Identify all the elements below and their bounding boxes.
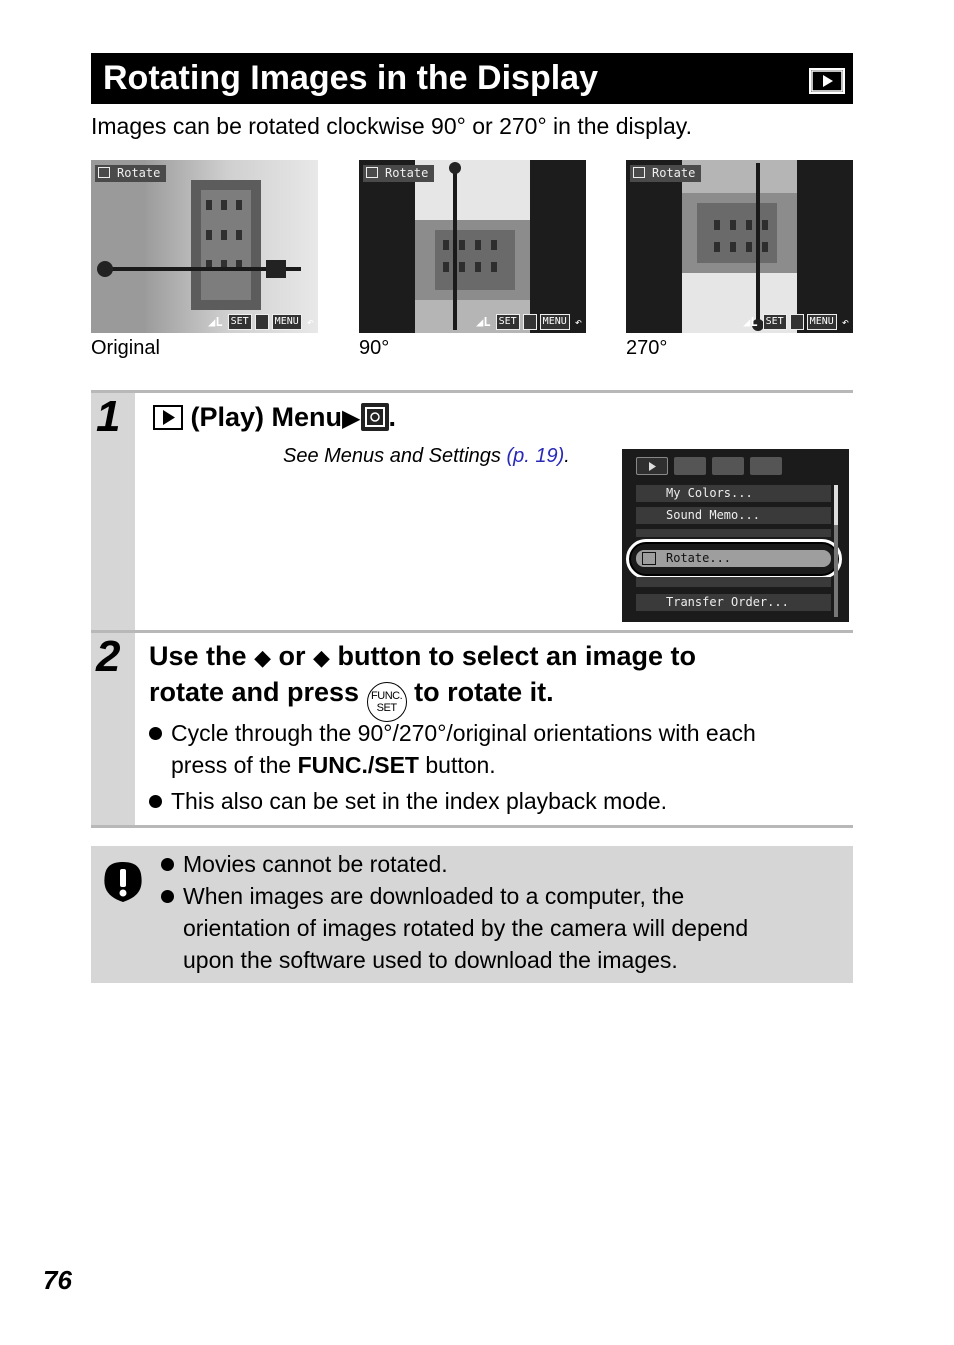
- rotate-icon: [366, 167, 378, 178]
- right-arrow-icon: ◆: [313, 645, 330, 670]
- rotate-icon: [633, 167, 645, 178]
- return-icon: ↶: [306, 315, 314, 329]
- step-2: [91, 630, 853, 828]
- photo-90: [415, 160, 530, 333]
- rotate-icon: [523, 314, 537, 330]
- arrow-right-icon: ▶: [342, 405, 361, 432]
- image-size-icon: ◢L: [476, 315, 491, 329]
- screen-90: [359, 160, 586, 333]
- left-arrow-icon: ◆: [254, 645, 271, 670]
- step-2-bullet: Cycle through the 90°/270°/original orientations with each press of the FUNC./SET button.: [149, 717, 756, 781]
- bullet-dot: [161, 890, 174, 903]
- photo-original: [91, 160, 318, 333]
- screen-270: [626, 160, 853, 333]
- image-size-icon: ◢L: [208, 315, 223, 329]
- rotate-icon: [790, 314, 804, 330]
- set-button-icon: SET: [496, 314, 520, 330]
- menu-tabs: [636, 457, 782, 475]
- menu-item-my-colors: My Colors...: [636, 485, 831, 502]
- step-number: 2: [96, 632, 121, 681]
- func-set-button-icon: FUNC. SET: [367, 682, 407, 722]
- menu-button-icon: MENU: [807, 314, 837, 330]
- bullet-dot: [161, 858, 174, 871]
- lcd-button-bar: [206, 314, 316, 330]
- transfer-order-icon: [642, 596, 656, 609]
- bullet-dot: [149, 795, 162, 808]
- lcd-button-bar: [474, 314, 584, 330]
- my-camera-tab-icon: [750, 457, 782, 475]
- menu-item-partial: [636, 577, 831, 587]
- bullet-dot: [149, 727, 162, 740]
- menu-item-rotate: Rotate...: [636, 550, 831, 567]
- return-icon: ↶: [841, 315, 849, 329]
- rotate-label: Rotate: [363, 165, 434, 182]
- section-title-bar: [91, 53, 853, 104]
- play-menu-screen: [622, 449, 849, 622]
- step-1: [91, 390, 853, 630]
- set-button-icon: SET: [228, 314, 252, 330]
- my-colors-icon: [642, 487, 656, 500]
- microphone-icon: [642, 509, 656, 522]
- menu-button-icon: MENU: [540, 314, 570, 330]
- caution-bullet: Movies cannot be rotated.: [161, 848, 448, 880]
- image-size-icon: ◢L: [743, 315, 758, 329]
- caption-original: Original: [91, 337, 160, 359]
- play-mode-icon: [809, 68, 845, 94]
- setup-tab-icon: [712, 457, 744, 475]
- step-1-heading: (Play) Menu▶ .: [153, 399, 396, 437]
- step-2-heading: Use the ◆ or ◆ button to select an image to rotate and press FUNC. SET to rotate it.: [149, 639, 696, 722]
- caption-90: 90°: [359, 337, 390, 359]
- menu-scrollbar: [834, 485, 838, 617]
- page-title: Rotating Images in the Display: [103, 59, 598, 97]
- caption-270: 270°: [626, 337, 668, 359]
- step-2-bullet: This also can be set in the index playback mode.: [149, 785, 667, 817]
- caution-icon: [101, 860, 145, 904]
- rotate-label: Rotate: [95, 165, 166, 182]
- screen-original: [91, 160, 318, 333]
- play-icon: [153, 405, 183, 430]
- step-number: 1: [96, 392, 121, 441]
- rotate-icon: [255, 314, 269, 330]
- rotate-icon: [361, 403, 389, 431]
- page-number: 76: [43, 1265, 72, 1295]
- intro-text: Images can be rotated clockwise 90° or 270° in the display.: [91, 113, 692, 139]
- return-icon: ↶: [574, 315, 582, 329]
- menu-item-partial: [636, 529, 831, 537]
- menu-item-sound-memo: Sound Memo...: [636, 507, 831, 524]
- caution-bullet: When images are downloaded to a computer, the orientation of images rotated by the camera will depend upon the software used to download the images.: [161, 880, 748, 976]
- print-tab-icon: [674, 457, 706, 475]
- rotate-icon: [98, 167, 110, 178]
- menu-item-transfer-order: Transfer Order...: [636, 594, 831, 611]
- lcd-button-bar: [741, 314, 851, 330]
- page-reference-link[interactable]: (p. 19): [506, 445, 565, 467]
- selection-highlight-ring: [626, 539, 842, 579]
- set-button-icon: SET: [763, 314, 787, 330]
- caution-box: [91, 846, 853, 983]
- rotate-label: Rotate: [630, 165, 701, 182]
- play-tab-icon: [636, 457, 668, 475]
- menu-reference: See Menus and Settings (p. 19).: [283, 445, 570, 467]
- menu-button-icon: MENU: [272, 314, 302, 330]
- photo-270: [682, 160, 797, 333]
